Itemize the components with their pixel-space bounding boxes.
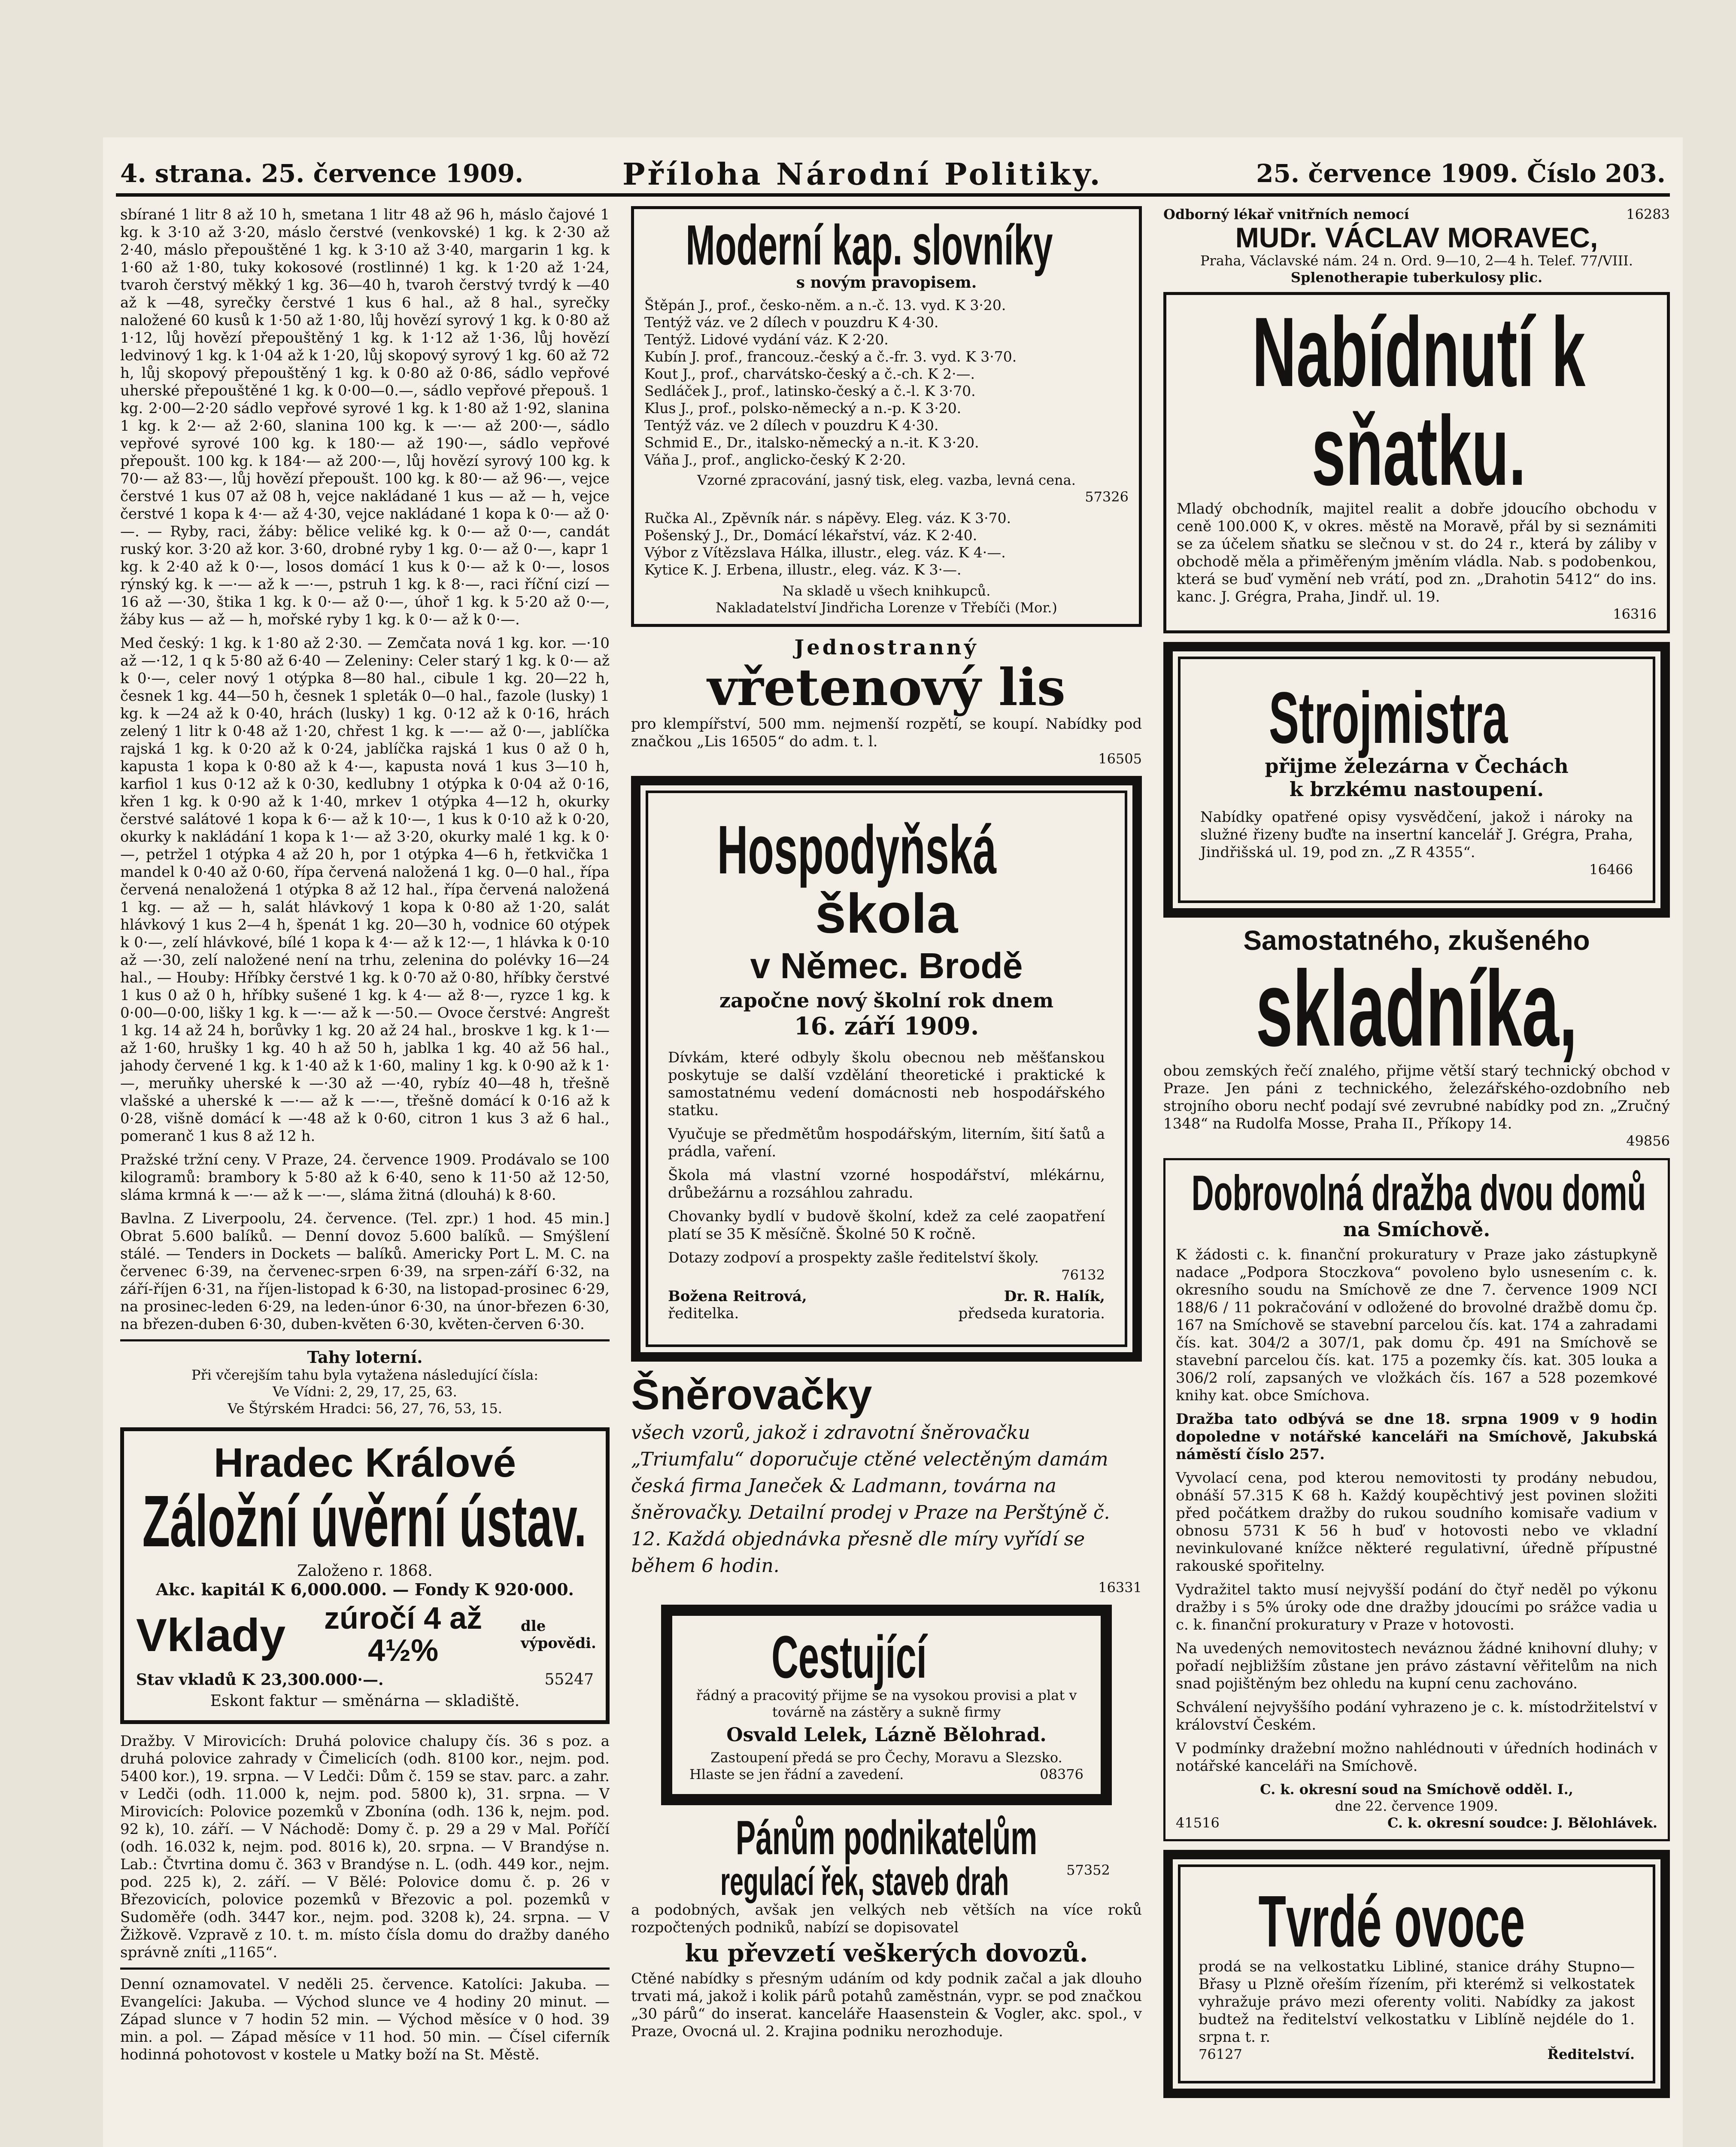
dict-item: Tentýž váz. ve 2 dílech v pouzdru K 4·30. (644, 314, 939, 331)
fruit-title: Tvrdé ovoce (1258, 1881, 1525, 1963)
header-title: Příloha Národní Politiky. (622, 156, 1103, 192)
book-item: Pošenský J., Dr., Domácí lékařství, váz. K 2·40. (644, 527, 977, 544)
house-auction-title: Dobrovolná dražba dvou domů (1191, 1165, 1646, 1221)
dict-item: Tentýž. Lidové vydání váz. K 2·20. (644, 331, 889, 348)
dict-item: Tentýž váz. ve 2 dílech v pouzdru K 4·30. (644, 417, 939, 434)
market-prices-2: Med český: 1 kg. k 1·80 až 2·30. — Zemčata nová 1 kg. kor. —·10 až —·12, 1 q k 5·80 až 6·40 — Zeleniny: Celer starý 1 kg. k 0·— až k 0·—, celer nový 1 otýpka 8—80 hal., cibule 1 kg. 20—22 h, česnek 1 kg. 44—50 h, česnek 1 spleták 0—0 hal., fazole (lusky) 1 kg. k —24 až k 0·40, hrách (lusky) 1 kg. 0·12 až k 0·16, hrách zelený 1 litr k 0·48 až 1·20, chřest 1 kg. k —·— až 0·—, jablíčka rajská 1 kg. k 0·20 až k 0·24, jablíčka rajská 1 kus 0 až 0 h, kapusta 1 kopa k 0·80 až k 4·—, kapusta nová 1 kus 3—10 h, karfiol 1 kus 0·12 až k 0·30, kedlubny 1 otýpka k 0·04 až 0·16, křen 1 kg. k 0·90 až k 1·40, mrkev 1 otýpka 4—12 h, okurky čerstvé salátové 1 kopa k 6·— až k 10·—, 1 kus k 0·10 až k 0·20, okurky k nakládání 1 kopa k 1·— až 3·20, okurky malé 1 kg. k 0·—, petržel 1 otýpka 4 až 20 h, por 1 otýpka 4—6 h, řetkvička 1 mandel k 0·40 až 0·60, řípa červená naložená 1 kg. 0—0 hal., řípa červená nenaložená 1 otýpka 8 až 12 hal., řípa červená naložená 1 kg. — až — h, salát hlávkový 1 kopa k 0·80 až 1·20, salát hlávkový 1 kus 2—4 h, špenát 1 kg. 20—30 h, vodnice 60 otýpek k 0·—, zelí hlávkové, bílé 1 kopa k 4·— až k 12·—, 1 hlávka k 0·10 až —·30, zelí naložené není na trhu, zelenina do polévky 16—24 hal., — Houby: Hříbky čerstvé 1 kg. k 0·70 až 0·80, hříbky čerstvé 1 kus 0 až 0 h, hříbky sušené 1 kg. k 4·— až 8·—, ryzce 1 kg. k 0·00—0·00, lišky 1 kg. k —·— až k —·50.— Ovoce čerstvé: Angrešt 1 kg. 14 až 24 h, borůvky 1 kg. 20 až 24 hal., broskve 1 kg. k 1·— až 1·60, hrušky 1 kg. 40 h až 50 h, jablka 1 kg. 40 až 56 hal., jahody červené 1 kg. k 1·40 až k 1·60, maliny 1 kg. k 0·90 až k 1·—, meruňky uherské k —·30 až —·40, rybíz 40—48 h, třešně vlašské a uherské k —·— až k —·—, třešně domácí k 0·16 až k 0·28, višně domácí k —·48 až k 0·60, citron 1 kus 3 až 6 hal., pomeranč 1 kus 8 až 12 h. (120, 635, 610, 1145)
foreman-line-1: přijme železárna v Čechách (1265, 754, 1569, 778)
school-p4: Chovanky bydlí v budově školní, kdež za celé zaopatření platí se 35 K měsíčně. Školné 50 K ročně. (668, 1208, 1105, 1243)
marriage-code: 16316 (1613, 606, 1657, 623)
sig-left-role: ředitelka. (668, 1305, 739, 1323)
book-item: Kytice K. J. Erbena, illustr., eleg. váz. K 3·—. (644, 561, 962, 578)
dict-title: Moderní kap. slovníky (686, 213, 1053, 277)
builders-ad (631, 1811, 1142, 2041)
traveler-apply: Hlaste se jen řádní a zavedení. (689, 1766, 904, 1783)
bank-ad (120, 1427, 610, 1724)
header-page-number: 4. strana. 25. července 1909. (120, 159, 524, 188)
bank-code: 55247 (544, 1670, 594, 1688)
foreman-ad (1163, 642, 1670, 918)
bank-capital: Akc. kapitál K 6,000.000. — Fondy K 920·000. (156, 1579, 574, 1599)
auction-judge: C. k. okresní soudce: J. Bělohlávek. (1387, 1815, 1657, 1831)
school-p3: Škola má vlastní vzorné hospodářství, mlékárnu, drůbežárnu a rozsáhlou zahradu. (668, 1167, 1105, 1202)
bank-founded: Založeno r. 1868. (297, 1562, 433, 1580)
warehouse-big: skladníka, (1256, 949, 1578, 1069)
auction-code: 41516 (1176, 1815, 1220, 1831)
warehouse-text: obou zemských řečí znalého, přijme větší starý technický obchod v Praze. Jen páni z technického, železářského-ozdobního neb strojního oboru nechť podají své zevrubné nabídky pod zn. „Zručný 1348“ na Rudolfa Mosse, Praha II., Příkopy 14. (1163, 1062, 1670, 1133)
marriage-ad (1163, 292, 1670, 633)
doctor-code: 16283 (1626, 206, 1670, 222)
press-ad (631, 636, 1142, 767)
school-p5: Dotazy zodpoví a prospekty zašle ředitelství školy. (668, 1249, 1039, 1267)
doctor-kind: Odborný lékař vnitřních nemocí (1163, 206, 1409, 222)
press-title: vřetenový lis (707, 657, 1066, 717)
builders-subtitle: regulací řek, staveb drah (720, 1860, 1009, 1904)
foreman-code: 16466 (1589, 861, 1633, 878)
traveler-ad (661, 1605, 1112, 1805)
dict-item: Kubín J. prof., francouz.-český a č.-fr. 3. vyd. K 3·70. (644, 348, 1017, 365)
auction-p6: Schválení nejvyššího podání vyhrazeno je c. k. místodržitelství v království Českém. (1176, 1699, 1657, 1734)
deposits-rate: zúročí 4 až 4½% (324, 1601, 483, 1668)
doctor-name: MUDr. VÁCLAV MORAVEC, (1235, 222, 1598, 253)
school-title-1: Hospodyňská (717, 811, 997, 888)
cotton-report: Bavlna. Z Liverpoolu, 24. července. (Tel. zpr.) 1 hod. 45 min.] Obrat 5.600 balíků. — Denní dovoz 5.600 balíků. — Smýšlení stálé. — Tenders in Dockets — balíků. Americky Port L. M. C. na červenec 6·39, na červenec-srpen 6·39, na srpen-září 6·32, na září-říjen 6·31, na říjen-listopad k 6·30, na listopad-prosinec 6·29, na prosinec-leden 6·29, na leden-únor 6·30, na únor-březen 6·30, na březen-duben 6·30, duben-květen 6·30, květen-červen 6·30. (120, 1210, 610, 1333)
lottery-styria: Ve Štýrském Hradci: 56, 27, 76, 53, 15. (228, 1400, 502, 1417)
bank-city: Hradec Králové (213, 1440, 516, 1486)
press-text: pro klempířství, 500 mm. nejmenší rozpětí, se koupí. Nabídky pod značkou „Lis 16505“ do adm. t. l. (631, 715, 1142, 750)
foreman-line-2: k brzkému nastoupení. (1289, 778, 1544, 801)
dict-list (644, 297, 1129, 468)
dict-note: Vzorné zpracování, jasný tisk, eleg. vazba, levná cena. (697, 472, 1076, 488)
school-ad (631, 776, 1142, 1362)
bank-status: Stav vkladů K 23,300.000·—. (136, 1670, 384, 1689)
doctor-specialty: Splenotherapie tuberkulosy plic. (1290, 269, 1543, 286)
divider (120, 1968, 610, 1970)
dict-publisher: Nakladatelství Jindřicha Lorenze v Třebíči (Mor.) (716, 599, 1057, 616)
school-code: 76132 (1061, 1267, 1105, 1283)
header-issue: 25. července 1909. Číslo 203. (1256, 159, 1666, 188)
auction-p2: Dražba tato odbývá se dne 18. srpna 1909 v 9 hodin dopoledne v notářské kanceláři na Smíchově, Jakubská náměstí číslo 257. (1176, 1411, 1657, 1463)
fruit-code: 76127 (1199, 2046, 1242, 2063)
doctor-address: Praha, Václavské nám. 24 n. Ord. 9—10, 2—4 h. Telef. 77/VIII. (1200, 252, 1633, 269)
newspaper-page (103, 137, 1683, 2147)
corsets-code: 16331 (1098, 1579, 1142, 1596)
marriage-title: Nabídnutí k sňatku. (1252, 297, 1586, 506)
school-start-2: 16. září 1909. (794, 1012, 979, 1041)
sig-left: Božena Reitrová, (668, 1288, 807, 1305)
house-auction-place: na Smíchově. (1343, 1218, 1490, 1241)
auction-p3: Vyvolací cena, pod kterou nemovitosti ty prodány nebudou, obnáší 57.315 K 68 h. Každý koupěchtivý jest povinen složiti před počátkem dražby do rukou soudního komisaře vadium v obnosu 5731 K 56 h buď v hotovosti nebo ve vkladní nevinkulované knížce některé regulativní, úředně přípustné rakouské spořitelny. (1176, 1469, 1657, 1575)
fruit-text: prodá se na velkostatku Libliné, stanice dráhy Stupno—Břasy u Plzně ořeším řízením, při kterémž si velkostatek vyhražuje právo mezi oferenty voliti. Nabídky za jakost budtež na ředitelství velkostatku v Liblíně nejdéle do 1. srpna t. r. (1199, 1958, 1635, 2046)
divider (120, 1339, 610, 1341)
warehouse-title: Samostatného, zkušeného (1243, 925, 1590, 956)
school-city: v Němec. Brodě (750, 946, 1023, 986)
book-item: Ručka Al., Zpěvník nár. s nápěvy. Eleg. váz. K 3·70. (644, 510, 1011, 526)
lottery-vienna: Ve Vídni: 2, 29, 17, 25, 63. (273, 1384, 457, 1400)
lottery-title: Tahy loterní. (307, 1347, 423, 1367)
fruit-sign: Ředitelství. (1547, 2046, 1635, 2063)
builders-text: a podobných, avšak jen velkých neb větších na více roků rozpočtených podniků, nabízí se dopisovatel (631, 1901, 1142, 1937)
foreman-text: Nabídky opatřené opisy vysvědčení, jakož i nároky na služné řizeny buďte na insertní kancelář J. Grégra, Praha, Jindřišská ul. 19, pod zn. „Z R 4355“. (1200, 809, 1633, 861)
foreman-title: Strojmistra (1269, 677, 1508, 759)
builders-title: Pánům podnikatelům (735, 1811, 1038, 1865)
deposits-tail: dle výpovědi. (521, 1618, 596, 1652)
daily-announcer: Denní oznamovatel. V neděli 25. července. Katolíci: Jakuba. — Evangelíci: Jakuba. — Východ slunce ve 4 hodiny 20 minut. — Západ slunce v 7 hodin 52 min. — Východ měsíce v 0 hod. 39 min. a pol. — Západ měsíce v 11 hod. 50 min. — Čísel ciferník hodinná pohotovost v kostele u Matky boží na St. Městě. (120, 1975, 610, 2063)
prague-market: Pražské tržní ceny. V Praze, 24. července 1909. Prodávalo se 100 kilogramů: brambory k 5·80 až k 6·40, seno k 11·50 až 12·50, sláma krmná k —·— až k —·—, sláma žitná (dlouhá) k 8·60. (120, 1151, 610, 1204)
traveler-firm: Osvald Lelek, Lázně Bělohrad. (726, 1724, 1047, 1746)
page-header (116, 146, 1670, 197)
dict-item: Klus J., prof., polsko-německý a n.-p. K 3·20. (644, 400, 962, 417)
builders-text-2: Ctěné nabídky s přesným udáním od kdy podnik začal a jak dlouho trvati má, jakož i kolik párů potahů zaměstnán, vypr. se pod značkou „30 párů“ do inserat. kanceláře Haasenstein & Vogler, akc. spol., v Praze, Ovocná ul. 2. Krajina podniku nerozhoduje. (631, 1970, 1142, 2041)
traveler-code: 08376 (1040, 1766, 1083, 1783)
dictionaries-ad (631, 206, 1142, 627)
builders-code: 57352 (1066, 1862, 1110, 1879)
auction-court: C. k. okresní soud na Smíchově odděl. I., (1260, 1781, 1573, 1798)
auction-p1: K žádosti c. k. finanční prokuratury v Praze jako zástupkyně nadace „Podpora Stoczkova“ povoleno bylo usnesením c. k. okresního soudu na Smíchově ze dne 7. července 1909 NCI 188/6 / 11 pokračování v odložené do brovolné dražbě domu čp. 167 na Smíchově se stavební parcelou čís. kat. 174 a zahradami čís. kat. 304/2 a 307/1, pak domu čp. 491 na Smíchově se stavební parcelou čís. kat. 175 a pozemky čís. kat. 305 louka a 306/2 rolí, zapsaných ve vložkách čís. 167 a 528 pozemkové knihy kat. obce Smíchova. (1176, 1246, 1657, 1405)
auction-p4: Vydražitel takto musí nejvyšší podání do čtyř neděl po výkonu dražby i s 5% úroky ode dne dražby jdoucími po srážce vadia u c. k. finanční prokuratury v Praze v hotovosti. (1176, 1581, 1657, 1634)
press-label: Jednostranný (794, 636, 979, 660)
column-left (120, 206, 610, 2147)
auctions: Dražby. V Mirovicích: Druhá polovice chalupy čís. 36 s poz. a druhá polovice zahrady v Čimelicích (odh. 8100 kor., nejm. pod. 5400 kor.), 19. srpna. — V Ledči: Dům č. 159 se stav. parc. a zahr. v Ledči (odh. 11.000 k, nejm. pod. 5800 k), 31. srpna. — V Mirovicích: Polovice pozemků v Zbonína (odh. 136 k, nejm. pod. 92 k), 10. září. — V Náchodě: Domy č. p. 29 a 29 v Mal. Poříčí (odh. 16.032 k, nejm. pod. 8016 k), 20. srpna. — V Brandýse n. Lab.: Čtvrtina domu č. 363 v Brandýse n. L. (odh. 449 kor., nejm. pod. 225 k), 2. září. — V Bělé: Polovice domu č. p. 26 v Březovicích, polovice pozemků v Březovic a pol. pozemků v Sudoměře (odh. 3447 kor., nejm. pod. 3208 k), 24. srpna. — V Žižkově. Vzpravě z 10. t. m. místo čísla domu do dražby daného správně zníti „1165“. (120, 1732, 610, 1961)
dict-item: Kout J., prof., charvátsko-český a č.-ch. K 2·—. (644, 365, 975, 382)
warehouse-ad (1163, 926, 1670, 1150)
column-middle (631, 206, 1142, 2147)
auction-p7: V podmínky dražební možno nahlédnouti v úředních hodinách v notářské kanceláři na Smíchově. (1176, 1740, 1657, 1775)
book-item: Výbor z Vítězslava Hálka, illustr., eleg. váz. K 4·—. (644, 544, 1006, 561)
school-title-2: škola (815, 882, 958, 945)
traveler-text: řádný a pracovitý přijme se na vysokou provisi a plat v továrně na zástěry a sukně firmy (696, 1687, 1077, 1721)
auction-date: dne 22. července 1909. (1335, 1798, 1498, 1815)
sig-right-role: předseda kuratoria. (958, 1305, 1105, 1323)
dict-code: 57326 (1085, 489, 1129, 505)
market-prices-1: sbírané 1 litr 8 až 10 h, smetana 1 litr 48 až 96 h, máslo čajové 1 kg. k 3·10 až 3·20, máslo čerstvé (venkovské) 1 kg. k 2·30 až 2·40, máslo přepouštěné 1 kg. k 3·10 až 3·40, margarin 1 kg. k 1·60 až 1·80, tuky kokosové (rostlinné) 1 kg. k 1·20 až 1·24, tvaroh čerstvý měkký 1 kg. 36—40 h, tvaroh čerstvý tvrdý k —40 až k —48, syrečky čerstvé 1 kus 6 hal., až 8 hal., syrečky naložené 60 kusů k 1·50 až 1·80, lůj hovězí syrový 1 kg. k 0·80 až 1·12, lůj hovězí přepouštěný 1 kg. k 1·12 až 1·36, lůj hovězí ledvinový 1 kg. k 1·04 až k 1·20, lůj skopový syrový 1 kg. 60 až 72 h, lůj skopový přepouštěný 1 kg. k 0·80 až 0·86, sádlo vepřové uherské přepouštěné 1 kg. k 0·00—0.—, sádlo vepřové přepouš. 1 kg. 2·00—2·20 sádlo vepřové syrové 1 kg. k 1·80 až 1·92, slanina 1 kg. k 2·— až 2·60, slanina 100 kg. k —·— až 200·—, sádlo vepřové syrové 100 kg. k 180·— až 190·—, sádlo vepřové přepoušt. 100 kg. k 184·— až 200·—, lůj hovězí syrový 100 kg. k 70·— až 83·—, lůj hovězí přepoušt. 100 kg. k 80·— až 96·—, vejce čerstvé 1 kus 07 až 08 h, vejce nakládané 1 kus — až — h, vejce čerstvé 1 kopa k 4·— až 4·30, vejce nakládané 1 kopa k 0·— až 0·—. — Ryby, raci, žáby: bělice veliké kg. k 0·— až 0·—, candát ruský kor. 3·20 až kor. 3·60, drobné ryby 1 kg. 0·— až 0·—, kapr 1 kg. k 2·40 až k 0·—, losos domácí 1 kus k 0·— až k 0·—, losos rýnský kg. k —·— až k —·—, pstruh 1 kg. k 8·—, raci říční cizí —16 až —·30, štika 1 kg. k 0·— až 0·—, úhoř 1 kg. k 5·20 až 0·—, žáby kus — až — h, mořské ryby 1 kg. k 0·— až k 0·—. (120, 206, 610, 628)
lottery-intro: Při včerejším tahu byla vytažena následující čísla: (191, 1367, 539, 1383)
fruit-ad (1163, 1850, 1670, 2098)
corsets-text: všech vzorů, jakož i zdravotní šněrovačku „Triumfalu“ doporučuje ctěné velectěným damám česká firma Janeček & Ladmann, továrna na šněrovačky. Detailní prodej v Praze na Perštýně č. 12. Každá objednávka přesně dle míry vyřídí se během 6 hodin. (631, 1422, 1110, 1577)
school-start-1: započne nový školní rok dnem (719, 989, 1054, 1013)
traveler-title: Cestující (771, 1623, 927, 1691)
builders-cta: ku převzetí veškerých dovozů. (685, 1939, 1088, 1968)
press-code: 16505 (1098, 750, 1142, 767)
marriage-text: Mladý obchodník, majitel realit a dobře jdoucího obchodu v ceně 100.000 K, v okres. městě na Moravě, přál by si seznámiti se za účelem sňatku se slečnou v st. do 24 r., která by záliby v obchodě měla a přiměřeným jměním vládla. Nab. s podobenkou, která se buď vymění neb vrátí, pod zn. „Drahotin 5412“ do ins. kanc. J. Grégra, Praha, Jindř. ul. 19. (1177, 500, 1657, 606)
deposits-label: Vklady (136, 1609, 286, 1661)
auction-p5: Na uvedených nemovitostech neváznou žádné knihovní dluhy; v pořadí nejbližším zůstane jen právo zástavní věřitelům na nich snad pojištěným bez ohledu na kupní cenu zachováno. (1176, 1640, 1657, 1693)
school-p1: Dívkám, které odbyly školu obecnou neb měšťanskou poskytuje se další vzdělání theoretické i praktické k samostatnému vedení domácnosti neb hospodářského statku. (668, 1049, 1105, 1119)
house-auction (1163, 1158, 1670, 1841)
dict-item: Schmid E., Dr., italsko-německý a n.-it. K 3·20. (644, 434, 979, 451)
doctor-ad (1163, 206, 1670, 286)
warehouse-code: 49856 (1626, 1133, 1670, 1150)
traveler-rep: Zastoupení předá se pro Čechy, Moravu a Slezsko. (710, 1749, 1062, 1766)
corsets-ad (631, 1370, 1142, 1596)
dict-subtitle: s novým pravopisem. (796, 274, 977, 292)
corsets-title: Šněrovačky (631, 1371, 872, 1419)
dict-stock: Na skladě u všech knihkupců. (782, 583, 991, 599)
school-p2: Vyučuje se předmětům hospodářským, literním, šití šatů a prádla, vaření. (668, 1125, 1105, 1161)
bank-name: Záložní úvěrní ústav. (142, 1480, 587, 1562)
dict-item: Štěpán J., prof., česko-něm. a n.-č. 13. vyd. K 3·20. (644, 297, 1006, 313)
dict-item: Sedláček J., prof., latinsko-český a č.-l. K 3·70. (644, 383, 976, 399)
column-right (1163, 206, 1670, 2147)
sig-right: Dr. R. Halík, (1004, 1288, 1105, 1305)
dict-item: Váňa J., prof., anglicko-český K 2·20. (644, 451, 906, 468)
bank-services: Eskont faktur — směnárna — skladiště. (210, 1692, 520, 1710)
